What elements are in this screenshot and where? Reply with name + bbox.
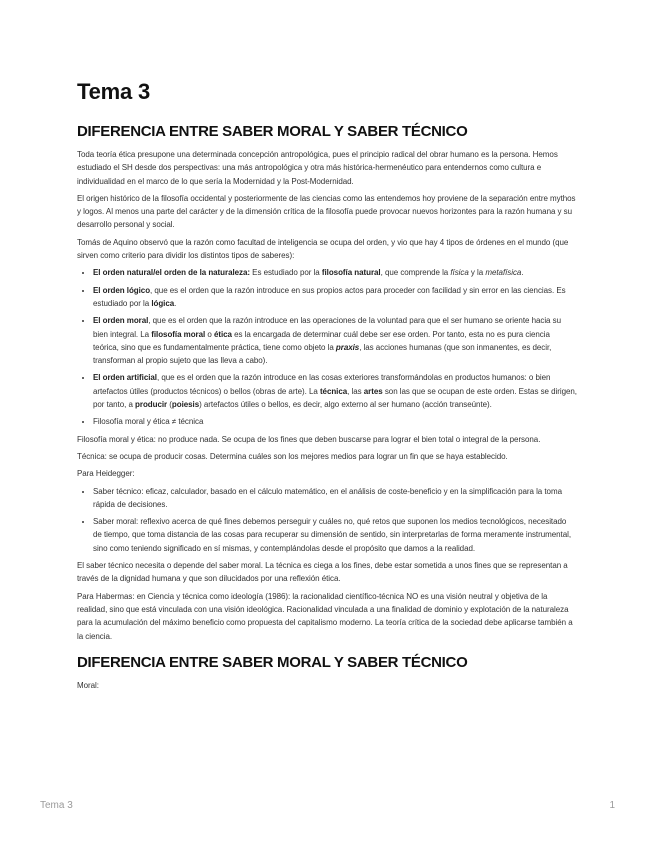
paragraph-technique: Técnica: se ocupa de producir cosas. Determina cuáles son los mejores medios para lograr un fin que se haya establecido. xyxy=(77,451,508,461)
section-heading-2: DIFERENCIA ENTRE SABER MORAL Y SABER TÉCNICO xyxy=(77,653,468,671)
footer-title: Tema 3 xyxy=(40,800,73,811)
heidegger-list xyxy=(77,485,577,555)
orders-list xyxy=(77,266,577,428)
paragraph-aquinas: Tomás de Aquino observó que la razón como facultad de inteligencia se ocupa del orden, y vio que hay 4 tipos de órdenes en el mundo (que sirven como criterio para dividir los distintos tipos de saberes): xyxy=(77,237,569,261)
paragraph-heidegger-intro: Para Heidegger: xyxy=(77,469,135,479)
paragraph-ethics: Filosofía moral y ética: no produce nada. Se ocupa de los fines que deben buscarse para lograr el bien total o integral de la persona. xyxy=(77,434,541,444)
list-item-moral-knowledge: • Saber moral: reflexivo acerca de qué fines debemos perseguir y cuáles no, qué retos que suponen los medios tecnológicos, necesitado de tiempo, que toma distancia de las cosas para recuperar su dimensión de sentido, sin interpretarlas de forma meramente instrumental, sino como teniendo significado en sí mismas, y contemplándolas desde el propósito que damos a la realidad. xyxy=(93,515,577,555)
paragraph-intro: Toda teoría ética presupone una determinada concepción antropológica, pues el principio radical del obrar humano es la persona. Hemos estudiado el SH desde dos perspectivas: una más antropológica y otra más histórica-hermenéutico para entendernos como cultura e individualidad en el marco de lo que sería la Modernidad y la Post-Modernidad. xyxy=(77,150,558,186)
section-heading: DIFERENCIA ENTRE SABER MORAL Y SABER TÉCNICO xyxy=(77,123,468,140)
list-item-contrast: • Filosofía moral y ética ≠ técnica xyxy=(93,415,577,428)
list-item-artificial-order: • El orden artificial, que es el orden que la razón introduce en las cosas exteriores transformándolas en productos humanos: o bien artefactos útiles (productos técnicos) o bellos (obras de arte). La técnica, las artes son las que se ocupan de este orden. Estas se dirigen, por tanto, a producir (poiesis) artefactos útiles o bellos, es decir, algo externo al ser humano (acción transeúnte). xyxy=(93,371,577,411)
moral-label: Moral: xyxy=(77,680,99,690)
page-number: 1 xyxy=(609,800,615,811)
paragraph-dependence: El saber técnico necesita o depende del saber moral. La técnica es ciega a los fines, debe estar sometida a unos fines que se representan a través de la dignidad humana y que son dilucidados por una reflexión ética. xyxy=(77,561,568,584)
paragraph-origin: El origen histórico de la filosofía occidental y posteriormente de las ciencias como las entendemos hoy proviene de la separación entre mythos y logos. Al menos una parte del carácter y de la dimensión crítica de la filosofía puede provocar nuevos horizontes para la razón humana y su desarrollo personal y social. xyxy=(77,193,576,230)
paragraph-habermas: Para Habermas: en Ciencia y técnica como ideología (1986): la racionalidad científico-técnica NO es una visión neutral y objetiva de la realidad, sino que está vinculada con una visión ideológica. Racionalidad vinculada a una finalidad de dominio y explotación de la naturaleza para la acumulación del máximo beneficio como propuesta del capitalismo moderno. La teoría crítica de la sociedad debe aplicarse también a la ciencia. xyxy=(77,591,573,641)
list-item-moral-order: • El orden moral, que es el orden que la razón introduce en las operaciones de la voluntad para que el ser humano se oriente hacia su bien integral. La filosofía moral o ética es la encargada de determinar cuál debe ser ese orden. Por tanto, esta no es pura ciencia teórica, sino que es fundamentalmente práctica, tiene como objeto la praxis, las acciones humanas (que son inmanentes, es decir, transforman al propio sujeto que las lleva a cabo). xyxy=(93,314,577,367)
list-item-logical-order: • El orden lógico, que es el orden que la razón introduce en sus propios actos para proceder con facilidad y sin error en las ciencias. Es estudiado por la lógica. xyxy=(93,284,577,311)
list-item-natural-order: • El orden natural/el orden de la naturaleza: Es estudiado por la filosofía natural, que comprende la física y la metafísica. xyxy=(93,266,577,279)
list-item-technical-knowledge: • Saber técnico: eficaz, calculador, basado en el cálculo matemático, en el análisis de coste-beneficio y en la simplificación para la toma rápida de decisiones. xyxy=(93,485,577,512)
document-body xyxy=(77,78,577,696)
page-title: Tema 3 xyxy=(77,79,150,104)
